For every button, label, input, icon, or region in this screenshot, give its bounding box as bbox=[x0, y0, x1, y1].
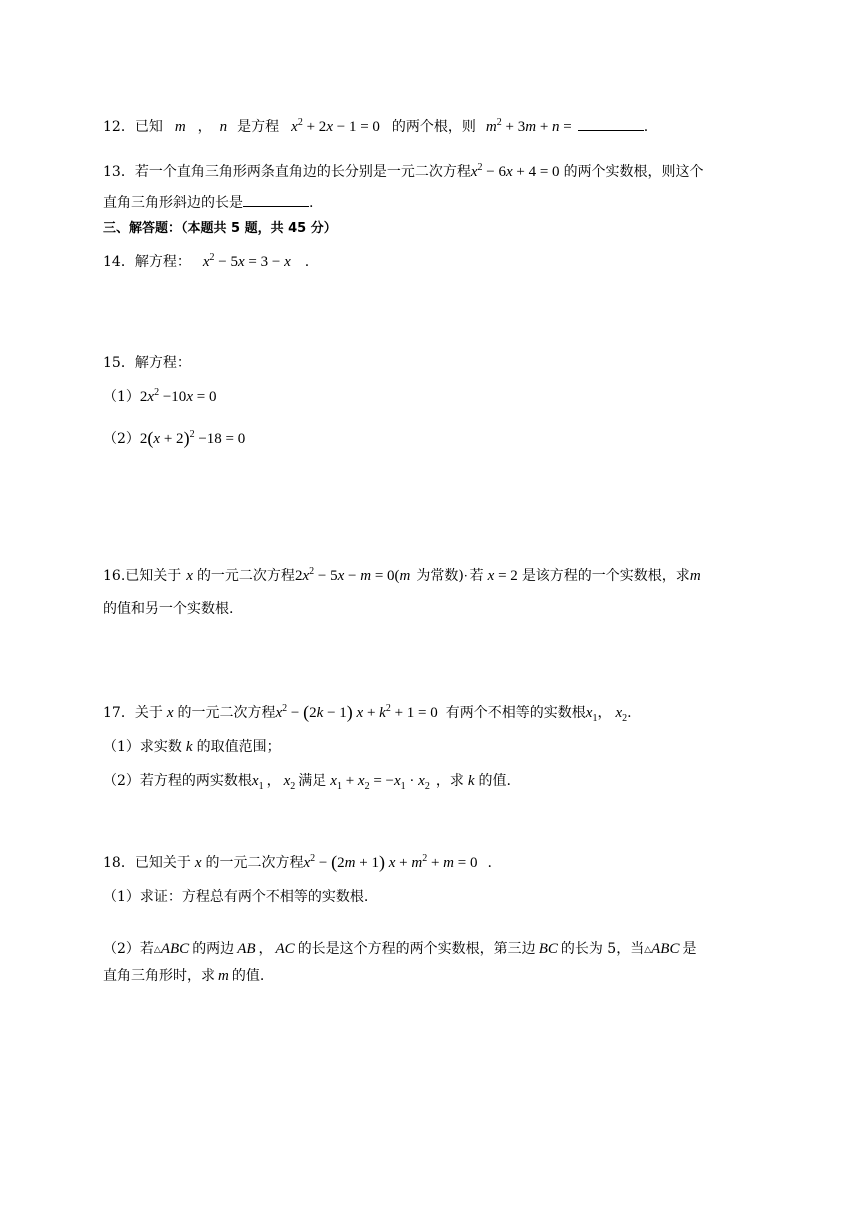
question-13-line-1 bbox=[103, 162, 704, 182]
q18-line3-a: 直角三角形时，求 bbox=[103, 968, 215, 984]
q18-part2-c: ， bbox=[258, 941, 273, 957]
question-18-part-2 bbox=[103, 939, 696, 959]
root-x1: $x_1$ bbox=[251, 773, 264, 792]
answer-blank-q13[interactable] bbox=[243, 194, 309, 207]
var-k: k bbox=[185, 739, 193, 755]
q18-part2-d: 的长是这个方程的两个实数根，第三边 bbox=[297, 941, 536, 957]
q18-text-b: 的一元二次方程 bbox=[205, 855, 304, 871]
q18-text-a: 18．已知关于 bbox=[103, 855, 191, 871]
q17-part2-d: ，求 bbox=[435, 773, 464, 789]
question-16-line-1: 16.已知关于 x 的一元二次方程$2x^2 - 5x - m = 0(m$ 为常数)· 若 x = 2 是该方程的一个实数根，求m bbox=[103, 566, 701, 584]
equation-q15-2: $2(x + 2)^2 -18 = 0$ bbox=[139, 428, 246, 448]
equation-q16: $2x^2 - 5x - m = 0(m$ bbox=[294, 566, 411, 584]
q17-part2-b: ， bbox=[266, 773, 281, 789]
q13-end: . bbox=[309, 195, 314, 211]
question-16-line-2: 的值和另一个实数根. bbox=[103, 601, 234, 617]
q16-text-e: 是该方程的一个实数根，求 bbox=[521, 568, 690, 584]
q13-text-1: 13．若一个直角三角形两条直角边的长分别是一元二次方程 bbox=[103, 164, 471, 180]
var-m: m bbox=[218, 968, 229, 984]
q17-part1-b: 的取值范围； bbox=[196, 739, 281, 755]
side-bc: BC bbox=[538, 941, 558, 957]
root-x1: $x_1$ bbox=[585, 705, 598, 724]
q14-text: 14．解方程： bbox=[103, 254, 191, 270]
var-n: n bbox=[219, 119, 228, 135]
question-15-part-2 bbox=[103, 428, 245, 449]
q14-end: . bbox=[304, 254, 310, 270]
question-18-part-1: （1）求证：方程总有两个不相等的实数根. bbox=[103, 889, 369, 905]
q18-end: . bbox=[487, 855, 492, 871]
q15-part1-label: （1） bbox=[103, 389, 140, 405]
q12-text-1: 已知 bbox=[134, 119, 163, 135]
q16-text-d: 若 bbox=[469, 568, 484, 584]
question-15-part-1 bbox=[103, 387, 216, 407]
q12-text-4: 的两个根，则 bbox=[391, 119, 476, 135]
var-m: m bbox=[174, 119, 186, 135]
question-18-line-3 bbox=[103, 966, 264, 986]
question-17-part-1 bbox=[103, 737, 281, 757]
q17-part2-e: 的值. bbox=[478, 773, 511, 789]
q17-part1-a: （1）求实数 bbox=[103, 739, 182, 755]
q17-end: . bbox=[627, 705, 632, 721]
q12-number: 12． bbox=[103, 119, 135, 135]
q17-part2-c: 满足 bbox=[298, 773, 327, 789]
q15-part2-label: （2） bbox=[103, 431, 140, 447]
q17-text-c: 有两个不相等的实数根 bbox=[445, 705, 586, 721]
q13-text-2: 的两个实数根，则这个 bbox=[563, 164, 704, 180]
q17-text-d: ， bbox=[597, 705, 612, 721]
q16-text-a: 16.已知关于 bbox=[103, 568, 182, 584]
q18-part2-b: 的两边 bbox=[192, 941, 235, 957]
condition-q16: x = 2 bbox=[487, 568, 518, 584]
root-x2: $x_2$ bbox=[615, 705, 628, 724]
var-x: x bbox=[166, 705, 174, 721]
q17-text-b: 的一元二次方程 bbox=[177, 705, 276, 721]
question-17-part-2 bbox=[103, 771, 511, 791]
q12-text-3: 是方程 bbox=[237, 119, 280, 135]
q13-text-3: 直角三角形斜边的长是 bbox=[103, 195, 243, 211]
q18-part2-f: 是 bbox=[682, 941, 697, 957]
question-12 bbox=[103, 117, 648, 137]
equation-q18: $x^2 - (2m + 1) x + m^2 + m = 0$ bbox=[303, 852, 478, 872]
expression-q12: $m^2 + 3m + n$ = bbox=[485, 117, 572, 135]
var-x: x bbox=[194, 855, 202, 871]
triangle-abc: △ABC bbox=[153, 941, 190, 957]
question-15-title: 15．解方程： bbox=[103, 355, 191, 371]
answer-blank-q12[interactable] bbox=[578, 118, 644, 131]
question-17-line-1 bbox=[103, 702, 632, 723]
section-heading: 三、解答题：（本题共 5 题，共 45 分） bbox=[103, 221, 337, 236]
var-x: x bbox=[186, 568, 193, 584]
equation-q17: $x^2 - (2k - 1) x + k^2 + 1 = 0$ bbox=[275, 702, 438, 722]
q12-text-2: ， bbox=[197, 119, 212, 135]
q17-text-a: 17．关于 bbox=[103, 705, 163, 721]
q18-part2-a: （2）若 bbox=[103, 941, 154, 957]
side-ac: AC bbox=[275, 941, 295, 957]
question-14 bbox=[103, 252, 309, 272]
q18-line3-b: 的值. bbox=[231, 968, 265, 984]
q16-text-c: 为常数) bbox=[416, 568, 464, 584]
triangle-abc: △ABC bbox=[644, 941, 680, 957]
q17-part2-a: （2）若方程的两实数根 bbox=[103, 773, 252, 789]
equation-q12: $x^2 + 2x - 1 = 0$ bbox=[291, 117, 380, 135]
root-x2: $x_2$ bbox=[283, 773, 296, 792]
q16-text-b: 的一元二次方程 bbox=[196, 568, 295, 584]
question-13-line-2 bbox=[103, 193, 313, 213]
var-k: k bbox=[467, 773, 475, 789]
var-m: m bbox=[689, 568, 701, 584]
q18-part2-e: 的长为 5，当 bbox=[560, 941, 645, 957]
condition-q17: $x_1 + x_2 = -x_1 \cdot x_2$ bbox=[330, 773, 430, 792]
equation-q15-1: $2x^2 -10x = 0$ bbox=[139, 387, 217, 405]
side-ab: AB bbox=[237, 941, 256, 957]
question-18-line-1 bbox=[103, 852, 492, 873]
equation-q14: $x^2 - 5x = 3 - x$ bbox=[202, 252, 291, 270]
q12-end: . bbox=[643, 119, 649, 135]
equation-q13: $x^2 - 6x + 4 = 0$ bbox=[470, 162, 560, 180]
